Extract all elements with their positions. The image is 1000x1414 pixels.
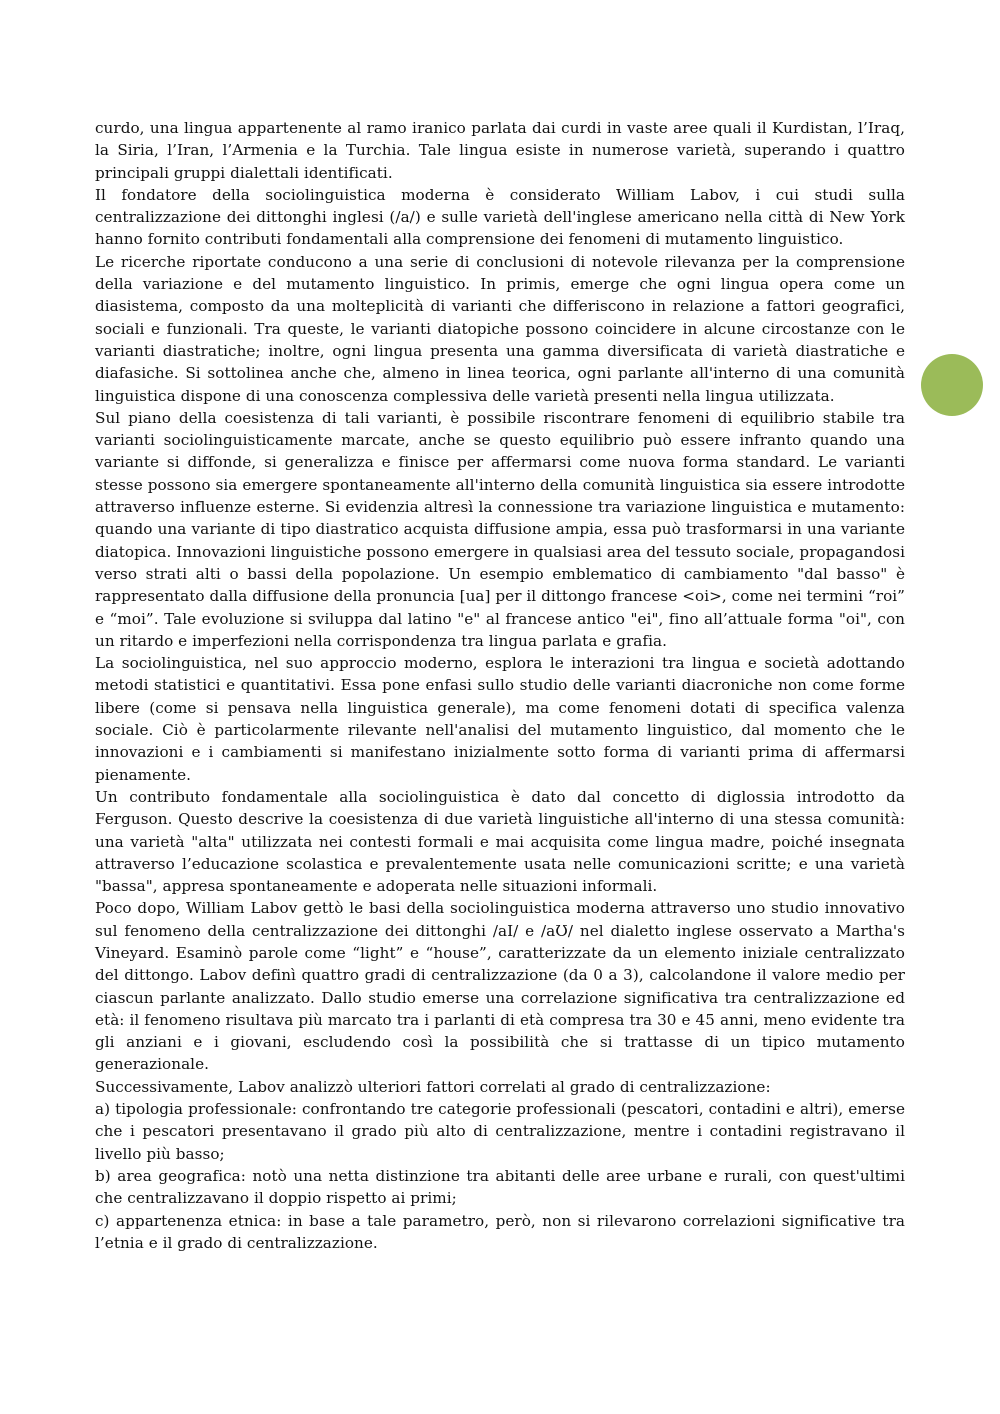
- body-text: [95, 117, 905, 1254]
- paragraph-labov-founder: Il fondatore della sociolinguistica moderna è considerato William Labov, i cui studi sulla centralizzazione dei dittonghi inglesi (/a/) e sulle varietà dell'inglese americano nella città di New York hanno fornito contributi fondamentali alla comprensione dei fenomeni di mutamento linguistico.: [95, 185, 905, 249]
- list-item-professional: a) tipologia professionale: confrontando tre categorie professionali (pescatori, contadini e altri), emerse che i pescatori presentavano il grado più alto di centralizzazione, mentre i contadini registravano il livello più basso;: [95, 1100, 905, 1163]
- paragraph-research-conclusions: Le ricerche riportate conducono a una serie di conclusioni di notevole rilevanza per la comprensione della variazione e del mutamento linguistico. In primis, emerge che ogni lingua opera come un diasistema, composto da una molteplicità di varianti che differiscono in relazione a fattori geografici, sociali e funzionali. Tra queste, le varianti diatopiche possono coincidere in alcune circostanze con le varianti diastratiche; inoltre, ogni lingua presenta una gamma diversificata di varietà diastratiche e diafasiche. Si sottolinea anche che, almeno in linea teorica, ogni parlante all'interno di una comunità linguistica dispone di una conoscenza complessiva delle varietà presenti nella lingua utilizzata.: [95, 252, 905, 405]
- paragraph-marthas-vineyard: Poco dopo, William Labov gettò le basi della sociolinguistica moderna attraverso uno studio innovativo sul fenomeno della centralizzazione dei dittonghi /aI/ e /aƱ/ nel dialetto inglese osservato a Martha's Vineyard. Esaminò parole come “light” e “house”, caratterizzate da un elemento iniziale centralizzato del dittongo. Labov definì quattro gradi di centralizzazione (da 0 a 3), calcolandone il valore medio per ciascun parlante analizzato. Dallo studio emerse una correlazione significativa tra centralizzazione ed età: il fenomeno risultava più marcato tra i parlanti di età compresa tra 30 e 45 anni, meno evidente tra gli anziani e i giovani, escludendo così la possibilità che si trattasse di un tipico mutamento generazionale.: [95, 899, 905, 1074]
- paragraph-diglossia: Un contributo fondamentale alla sociolinguistica è dato dal concetto di diglossia introdotto da Ferguson. Questo descrive la coesistenza di due varietà linguistiche all'interno di una stessa comunità: una varietà "alta" utilizzata nei contesti formali e mai acquisita come lingua madre, poiché insegnata attraverso l’educazione scolastica e prevalentemente usata nelle comunicazioni scritte; e una varietà "bassa", appresa spontaneamente e adoperata nelle situazioni informali.: [95, 787, 905, 896]
- green-circle-marker: [921, 354, 983, 416]
- paragraph-variant-coexistence: Sul piano della coesistenza di tali varianti, è possibile riscontrare fenomeni di equilibrio stabile tra varianti sociolinguisticamente marcate, anche se questo equilibrio può essere infranto quando una variante si diffonde, si generalizza e finisce per affermarsi come nuova forma standard. Le varianti stesse possono sia emergere spontaneamente all'interno della comunità linguistica sia essere introdotte attraverso influenze esterne. Si evidenzia altresì la connessione tra variazione linguistica e mutamento: quando una variante di tipo diastratico acquista diffusione ampia, essa può trasformarsi in una variante diatopica. Innovazioni linguistiche possono emergere in qualsiasi area del tessuto sociale, propagandosi verso strati alti o bassi della popolazione. Un esempio emblematico di cambiamento "dal basso" è rappresentato dalla diffusione della pronuncia [ua] per il dittongo francese <oi>, come nei termini “roi” e “moi”. Tale evoluzione si sviluppa dal latino "e" al francese antico "ei", fino all’attuale forma "oi", con un ritardo e imperfezioni nella corrispondenza tra lingua parlata e grafia.: [95, 408, 905, 650]
- list-item-geographic: b) area geografica: notò una netta distinzione tra abitanti delle aree urbane e rurali, con quest'ultimi che centralizzavano il doppio rispetto ai primi;: [95, 1166, 905, 1208]
- paragraph-modern-sociolinguistics: La sociolinguistica, nel suo approccio moderno, esplora le interazioni tra lingua e società adottando metodi statistici e quantitativi. Essa pone enfasi sullo studio delle varianti diacroniche non come forme libere (come si pensava nella linguistica generale), ma come fenomeni dotati di specifica valenza sociale. Ciò è particolarmente rilevante nell'analisi del mutamento linguistico, dal momento che le innovazioni e i cambiamenti si manifestano inizialmente sotto forma di varianti prima di affermarsi pienamente.: [95, 654, 905, 784]
- paragraph-kurdish: curdo, una lingua appartenente al ramo iranico parlata dai curdi in vaste aree quali il Kurdistan, l’Iraq, la Siria, l’Iran, l’Armenia e la Turchia. Tale lingua esiste in numerose varietà, superando i quattro principali gruppi dialettali identificati.: [95, 119, 905, 182]
- list-item-ethnic: c) appartenenza etnica: in base a tale parametro, però, non si rilevarono correlazioni significative tra l’etnia e il grado di centralizzazione.: [95, 1211, 905, 1252]
- paragraph-further-factors: Successivamente, Labov analizzò ulteriori fattori correlati al grado di centralizzazione:: [95, 1077, 771, 1096]
